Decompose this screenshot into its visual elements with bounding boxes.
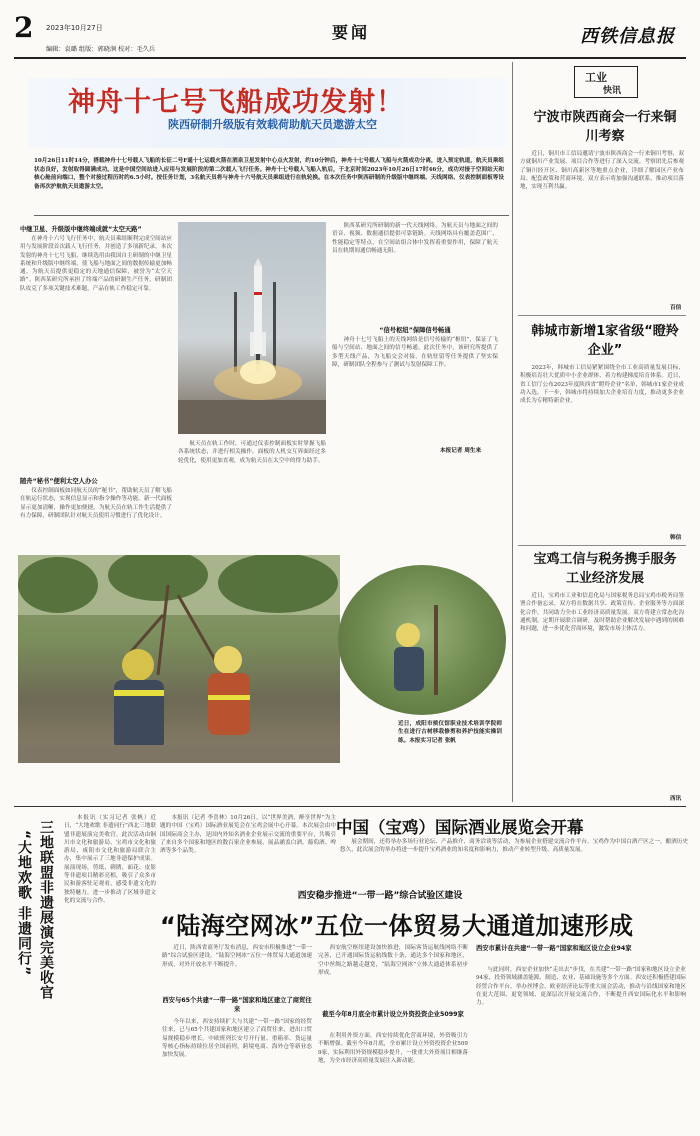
lead-byline: 本报记者 周生来	[440, 448, 482, 454]
lead-subheadline: 陕西研制升级版有效载荷助航天员遨游太空	[168, 118, 377, 131]
rocket-launch-photo	[178, 222, 326, 434]
rocket-illustration	[178, 222, 326, 434]
col2-text: 仪表控制面板如同航天员的“秘书”，帮助航天员了解飞船在轨运行状态，实现信息显示和指令操作等功能。新一代面板显示更加清晰，操作更加便捷，为航天员在轨工作生活提供了有力保障，研制团队针对航天员使用习惯进行了优化设计。	[20, 488, 172, 519]
news-col2-text: 西安航空枢纽建设加快推进，国际客货运航线网络不断完善，已开通国际货运航线数十条，通达多个国家和地区，空中丝绸之路越走越宽，“陆海空网冰”立体大通道体系初步形成。	[318, 945, 468, 976]
rail-s3-byline: 西讯	[670, 796, 682, 802]
rail-tag-2: 快讯	[603, 86, 622, 96]
lead-headline: 神舟十七号飞船成功发射！	[68, 87, 404, 118]
circle-tree-photo	[338, 565, 506, 715]
masthead-rule	[14, 57, 686, 59]
news-col1b-text: 今年以来，西安持续扩大与共建“一带一路”国家的经贸往来，已与65个共建国家和地区建立了商贸往来，进出口贸易规模稳步增长。中欧班列长安号开行量、重箱率、货运量等核心指标持续位居全国前列，跨境电商、海外仓等新业态加快发展。	[162, 1019, 312, 1059]
date-line: 2023年10月27日	[46, 24, 103, 32]
news-kicker: 西安稳步推进“一带一路”综合试验区建设	[297, 891, 463, 901]
vertical-title-1: 三地联盟非遗展演完美收官	[38, 820, 54, 1000]
bottom-divider	[14, 806, 686, 807]
feature-text: 展会期间，还将举办多场行业论坛、产品推介、商务洽谈等活动，为参展企业搭建交流合作平台。宝鸡作为中国白酒产区之一，酿酒历史悠久，此次展会的举办将进一步提升宝鸡酒业的知名度和影响力，推动产业转型升级、高质量发展。	[340, 839, 688, 854]
lead-headline-band	[28, 78, 508, 148]
rail-s1-text: 近日，铜川市工信局邀请宁波市陕西商会一行来铜川考察，双方就铜川产业发展、项目合作等进行了深入交流。考察团先后参观了铜川经开区、铜川高新区等地重点企业，详细了解园区产业布局、配套政策和营商环境。双方表示将加强沟通联系，推动项目落地，实现互利共赢。	[520, 151, 684, 191]
rail-s2-title: 韩城市新增1家省级“瞪羚企业”	[531, 324, 679, 358]
rail-s2-byline: 韩信	[670, 535, 682, 541]
feature-title: 中国（宝鸡）国际酒业展览会开幕	[336, 818, 584, 837]
editors-line: 编辑：袁璐 组版：郭晓涧 校对：毛久兵	[46, 46, 156, 53]
rail-rule-2	[518, 545, 686, 546]
rail-divider	[512, 62, 513, 802]
rail-s3-text: 近日，宝鸡市工业和信息化局与国家税务总局宝鸡市税务局签署合作备忘录，双方将在数据共享、政策宣传、企业服务等方面深化合作，共同助力全市工业经济高质量发展。双方将建立常态化沟通机制，定期开展联合调研，及时帮助企业解决发展中遇到的困难和问题，进一步优化营商环境，激发市场主体活力。	[520, 593, 684, 633]
bottom-col1-text: 本报讯（实习记者 张帆）近日，“大地欢歌 非遗同行”西北三地联盟非遗展演完美收官。此次活动由铜川市文化和旅游局、宝鸡市文化和旅游局、咸阳市文化和旅游局联合主办，集中展示了三地非遗保护成果。展演现场，剪纸、刺绣、面花、皮影等非遗项目精彩亮相，吸引了众多市民和游客驻足观看，感受非遗文化的独特魅力，进一步推动了区域非遗文化的交流与合作。	[64, 815, 156, 904]
news-sub-3: 西安市累计在共建“一带一路”国家和地区设立企业94家	[476, 945, 632, 952]
rail-s2-text: 2023年，韩城市工信局紧紧围绕全市工业高质量发展目标，积极培育壮大优质中小企业群体，着力构建梯度培育体系。近日，省工信厅公布2023年度陕西省“瞪羚企业”名单，韩城市1家企业成功入选。下一步，韩城市将持续加大企业培育力度，推动更多企业成长为专精特新企业。	[520, 365, 684, 405]
news-col1-text: 近日，陕西省商务厅发布消息，西安市积极推进“一带一路”综合试验区建设，“陆海空网冰”五位一体贸易大通道加速形成，对外开放水平不断提升。	[162, 945, 312, 968]
photo-caption: 近日，成阳市殡仪馆职业技术培训学院师生在进行古树移栽修剪和养护技能实操训练。本报实习记者 张帆	[398, 721, 502, 744]
news-col3-text: 与此同时，西安企业加快“走出去”步伐，在共建“一带一路”国家和地区设立企业94家，投资领域涵盖能源、制造、农业、基础设施等多个方面。西安还积极搭建国际经贸合作平台，举办丝博会、欧亚经济论坛等重大展会活动，推动与沿线国家和地区在更大范围、更宽领域、更深层次开展交流合作，不断提升西安国际化水平和影响力。	[476, 967, 686, 1007]
circle-photo-illustration	[338, 565, 506, 715]
col3-subhead: “信号枢纽”保障信号畅通	[379, 327, 451, 334]
news-col2b-text: 在利用外资方面，西安持续优化营商环境，外资吸引力不断增强。截至今年8月底，全市累计设立外资投资企业5099家，实际利用外资规模稳步提升，一批重大外资项目相继落地，为全市经济高质量发展注入新动能。	[318, 1033, 468, 1064]
col1-subhead: 中继卫星、升级版中继终端成就“太空天路”	[20, 226, 142, 233]
news-sub-2: 截至今年8月底全市累计设立外资投资企业5099家	[322, 1011, 464, 1018]
rail-tag-1: 工业	[585, 71, 607, 84]
col3-text-top: 陕西某研究所研制的新一代天线网络，为航天员与地面之间的语音、视频、数据通信提供可靠链路。天线网络具有覆盖范围广、性能稳定等特点，在空间站组合体中发挥着重要作用，保障了航天员在轨期间通信畅通无阻。	[332, 223, 498, 254]
rail-s1-byline: 百信	[670, 305, 682, 311]
bottom-col2-text: 本报讯（记者 李喜林）10月26日，以“世界美酒，醉享世界”为主题的中国（宝鸡）国际酒业展览会在宝鸡会展中心开幕。本次展会由中国国际商会主办，是国内外知名酒业企业展示交流的重要平台，共吸引了来自多个国家和地区的数百家企业参展，展品涵盖白酒、葡萄酒、啤酒等多个品类。	[160, 815, 336, 855]
tree-training-photo	[18, 555, 340, 763]
col1-text: 在神舟十六号飞行任务中，航天员乘组顺利完成空间站应用与发展阶段首次载人飞行任务，并创造了多项新纪录。本次发射的神舟十七号飞船，继续选用由我国自主研制的中继卫星系统和升级版中继终端，使飞船与地面之间的数据传输更加畅通，为航天员提供更稳定的天地通信保障，被誉为“太空天路”。陕西某研究所承担了终端产品的研制生产任务，研制团队攻克了多项关键技术难题，产品在轨工作稳定可靠。	[20, 236, 172, 292]
col2b-text: 航天员在轨工作时，可通过仪表控制面板实时掌握飞船各系统状态，并进行相关操作。面板的人机交互界面经过多轮优化，使用更加直观，成为航天员在太空中的得力助手。	[178, 441, 326, 464]
rail-s1-title: 宁波市陕西商会一行来铜川考察	[533, 110, 677, 144]
vertical-title-2: “大地欢歌 非遗同行”	[16, 830, 32, 977]
page-number: 2	[14, 11, 34, 44]
news-title: “陆海空网冰”五位一体贸易大通道加速形成	[160, 912, 634, 940]
workers-illustration	[18, 555, 340, 763]
lead-intro: 10月26日11时14分，搭载神舟十七号载人飞船的长征二号F遥十七运载火箭在酒泉卫星发射中心点火发射，约10分钟后，神舟十七号载人飞船与火箭成功分离，进入预定轨道，航天员乘组状态良好，发射取得圆满成功。这是中国空间站进入应用与发展阶段的第二次载人飞行任务。神舟十七号载人飞船入轨后，于北京时间2023年10月26日17时46分，成功对接于空间站天和核心舱前向端口，整个对接过程历时约6.5小时。按任务计划，3名航天员将与神舟十六号航天员乘组进行在轨轮换。在本次任务中陕西研制的升级版中继终端、天线网络、仪表控制面板等设备再次护航航天员遨游太空。	[34, 158, 504, 190]
newspaper-name: 西铁信息报	[580, 26, 675, 47]
rail-tag-box	[574, 66, 638, 98]
intro-rule	[34, 215, 509, 216]
rail-rule-1	[518, 315, 686, 316]
section-title: 要闻	[332, 23, 371, 42]
rail-s3-title: 宝鸡工信与税务携手服务工业经济发展	[533, 552, 677, 586]
col2-subhead: 随舟“秘书”便利太空人办公	[20, 478, 98, 485]
news-sub-1: 西安与65个共建“一带一路”国家和地区建立了商贸往来	[162, 997, 312, 1013]
col3-text: 神舟十七号飞船上的天线网络是信号传输的“枢纽”，保证了飞船与空间站、地面之间的信号畅通。此次任务中，该研究所提供了多型天线产品，为飞船交会对接、在轨驻留等任务提供了坚实保障，研制团队全程参与了测试与发射保障工作。	[332, 337, 498, 368]
